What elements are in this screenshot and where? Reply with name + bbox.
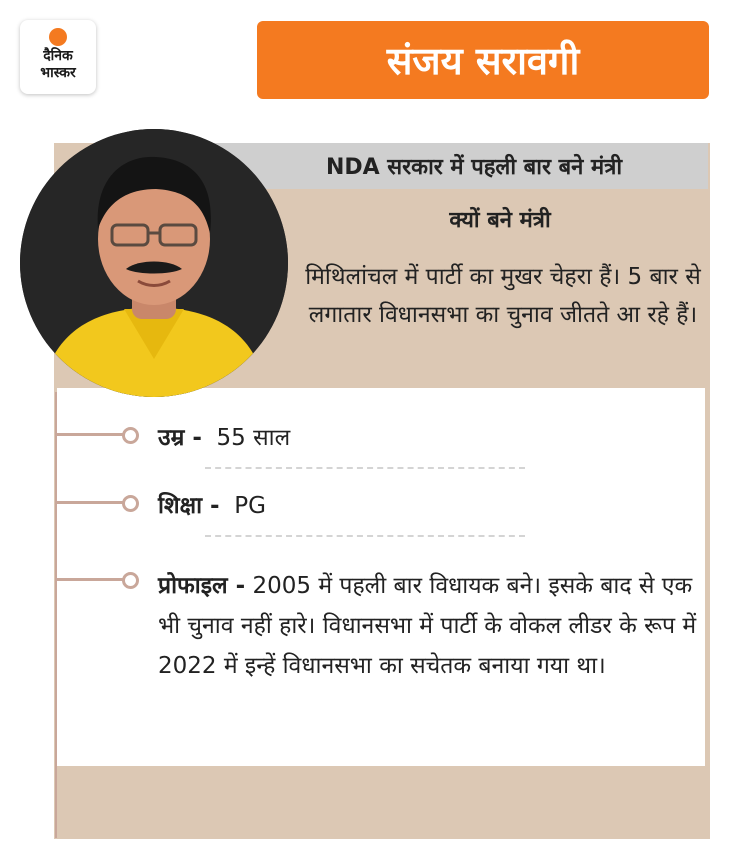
logo-text-line2: भास्कर <box>40 65 76 81</box>
timeline-dot <box>122 572 139 589</box>
timeline-connector <box>57 433 127 436</box>
timeline-connector <box>57 501 127 504</box>
portrait-illustration <box>20 129 288 397</box>
logo-text-line1: दैनिक <box>43 48 73 64</box>
divider <box>205 467 525 469</box>
age-value: 55 साल <box>216 425 291 451</box>
timeline-dot <box>122 495 139 512</box>
timeline-connector <box>57 578 127 581</box>
timeline-dot <box>122 427 139 444</box>
education-value: PG <box>234 493 266 519</box>
why-text: मिथिलांचल में पार्टी का मुखर चेहरा हैं। 5 बार से लगातार विधानसभा का चुनाव जीतते आ रहे हैं। <box>305 264 701 328</box>
divider <box>205 535 525 537</box>
dainik-bhaskar-logo <box>20 20 96 94</box>
profile-value: 2005 में पहली बार विधायक बने। इसके बाद से एक भी चुनाव नहीं हारे। विधानसभा में पार्टी के वोकल लीडर के रूप में 2022 में इन्हें विधानसभा का सचेतक बनाया गया था। <box>158 573 697 679</box>
title-banner <box>257 21 709 99</box>
headline-bar <box>200 143 708 189</box>
profile-item <box>158 566 708 686</box>
timeline-line <box>55 392 57 838</box>
education-item <box>158 488 266 520</box>
headline-text: NDA सरकार में पहली बार बने मंत्री <box>325 155 623 180</box>
profile-label: प्रोफाइल - <box>158 573 246 599</box>
sun-icon <box>49 28 67 46</box>
education-label: शिक्षा - <box>158 493 220 519</box>
age-item <box>158 420 290 452</box>
why-heading: क्यों बने मंत्री <box>449 208 551 233</box>
page-title: संजय सरावगी <box>386 39 580 83</box>
age-label: उम्र - <box>158 425 202 451</box>
portrait-photo <box>20 129 288 397</box>
